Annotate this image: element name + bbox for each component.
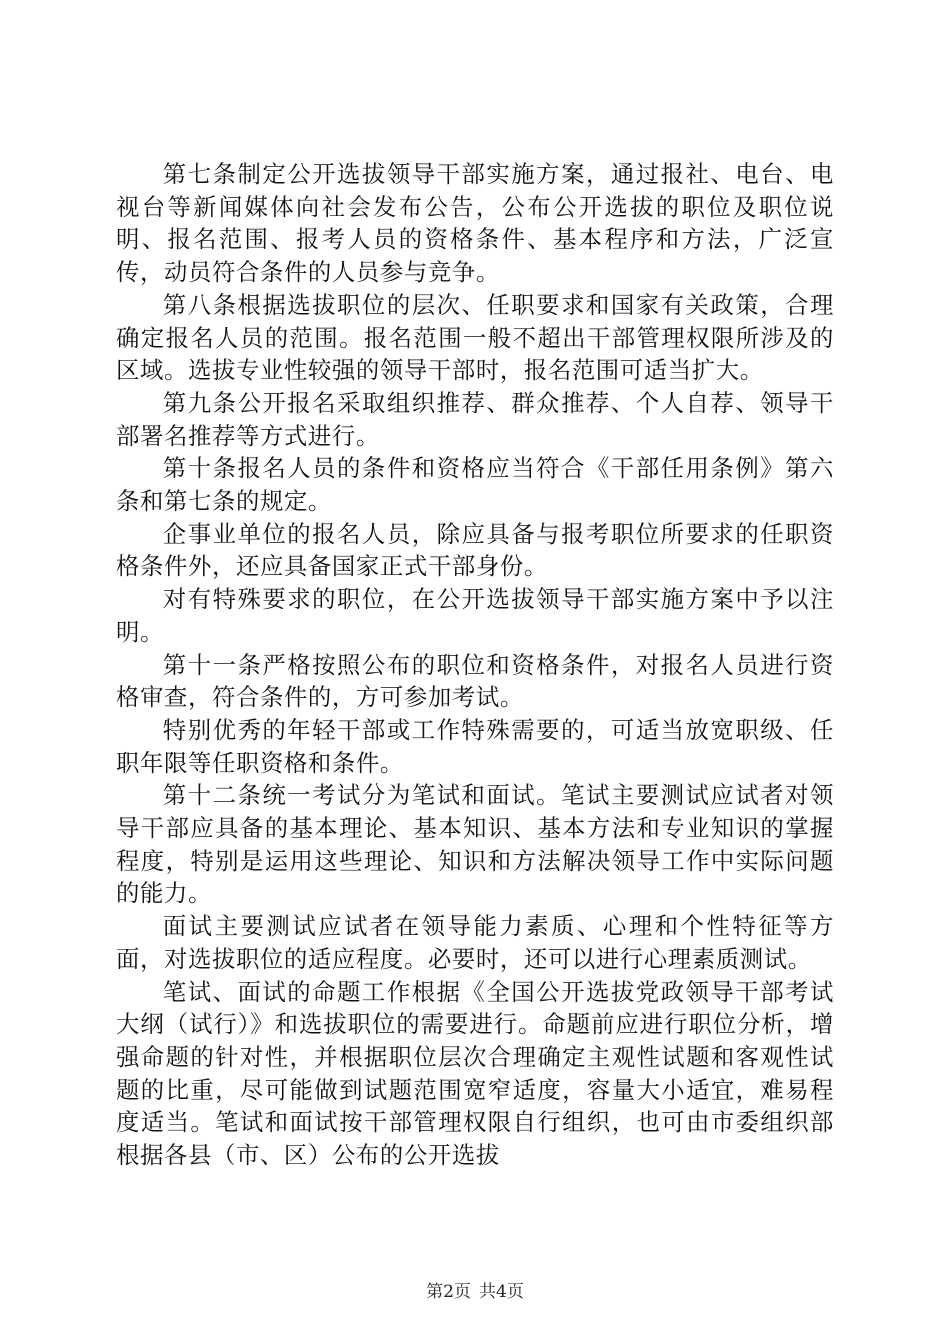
paragraph-article-11: 第十一条严格按照公布的职位和资格条件，对报名人员进行资格审查，符合条件的，方可参加考试。 (116, 650, 834, 712)
paragraph-enterprise-applicants: 企事业单位的报名人员，除应具备与报考职位所要求的任职资格条件外，还应具备国家正式干部身份。 (116, 519, 834, 581)
page-number: 第2页 (426, 1282, 471, 1302)
document-body (116, 158, 834, 1172)
paragraph-article-7: 第七条制定公开选拔领导干部实施方案，通过报社、电台、电视台等新闻媒体向社会发布公告，公布公开选拔的职位及职位说明、报名范围、报考人员的资格条件、基本程序和方法，广泛宣传，动员符合条件的人员参与竞争。 (116, 160, 834, 287)
paragraph-article-8: 第八条根据选拔职位的层次、任职要求和国家有关政策，合理确定报名人员的范围。报名范围一般不超出干部管理权限所涉及的区域。选拔专业性较强的领导干部时，报名范围可适当扩大。 (116, 290, 834, 385)
paragraph-article-10: 第十条报名人员的条件和资格应当符合《干部任用条例》第六条和第七条的规定。 (116, 454, 834, 516)
page-total: 共4页 (479, 1282, 524, 1302)
paragraph-article-9: 第九条公开报名采取组织推荐、群众推荐、个人自荐、领导干部署名推荐等方式进行。 (116, 388, 834, 450)
paragraph-interview: 面试主要测试应试者在领导能力素质、心理和个性特征等方面，对选拔职位的适应程度。必要时，还可以进行心理素质测试。 (116, 912, 834, 973)
page-footer (0, 1282, 950, 1302)
paragraph-article-12: 第十二条统一考试分为笔试和面试。笔试主要测试应试者对领导干部应具备的基本理论、基本知识、基本方法和专业知识的掌握程度，特别是运用这些理论、知识和方法解决领导工作中实际问题的能力。 (116, 781, 834, 908)
paragraph-special-requirements: 对有特殊要求的职位，在公开选拔领导干部实施方案中予以注明。 (116, 585, 834, 646)
paragraph-outstanding-cadres: 特别优秀的年轻干部或工作特殊需要的，可适当放宽职级、任职年限等任职资格和条件。 (116, 715, 834, 777)
paragraph-exam-questions: 笔试、面试的命题工作根据《全国公开选拔党政领导干部考试大纲（试行）》和选拔职位的需要进行。命题前应进行职位分析，增强命题的针对性，并根据职位层次合理确定主观性试题和客观性试题的比重，尽可能做到试题范围宽窄适度，容量大小适宜，难易程度适当。笔试和面试按干部管理权限自行组织，也可由市委组织部根据各县（市、区）公布的公开选拔 (116, 977, 834, 1170)
